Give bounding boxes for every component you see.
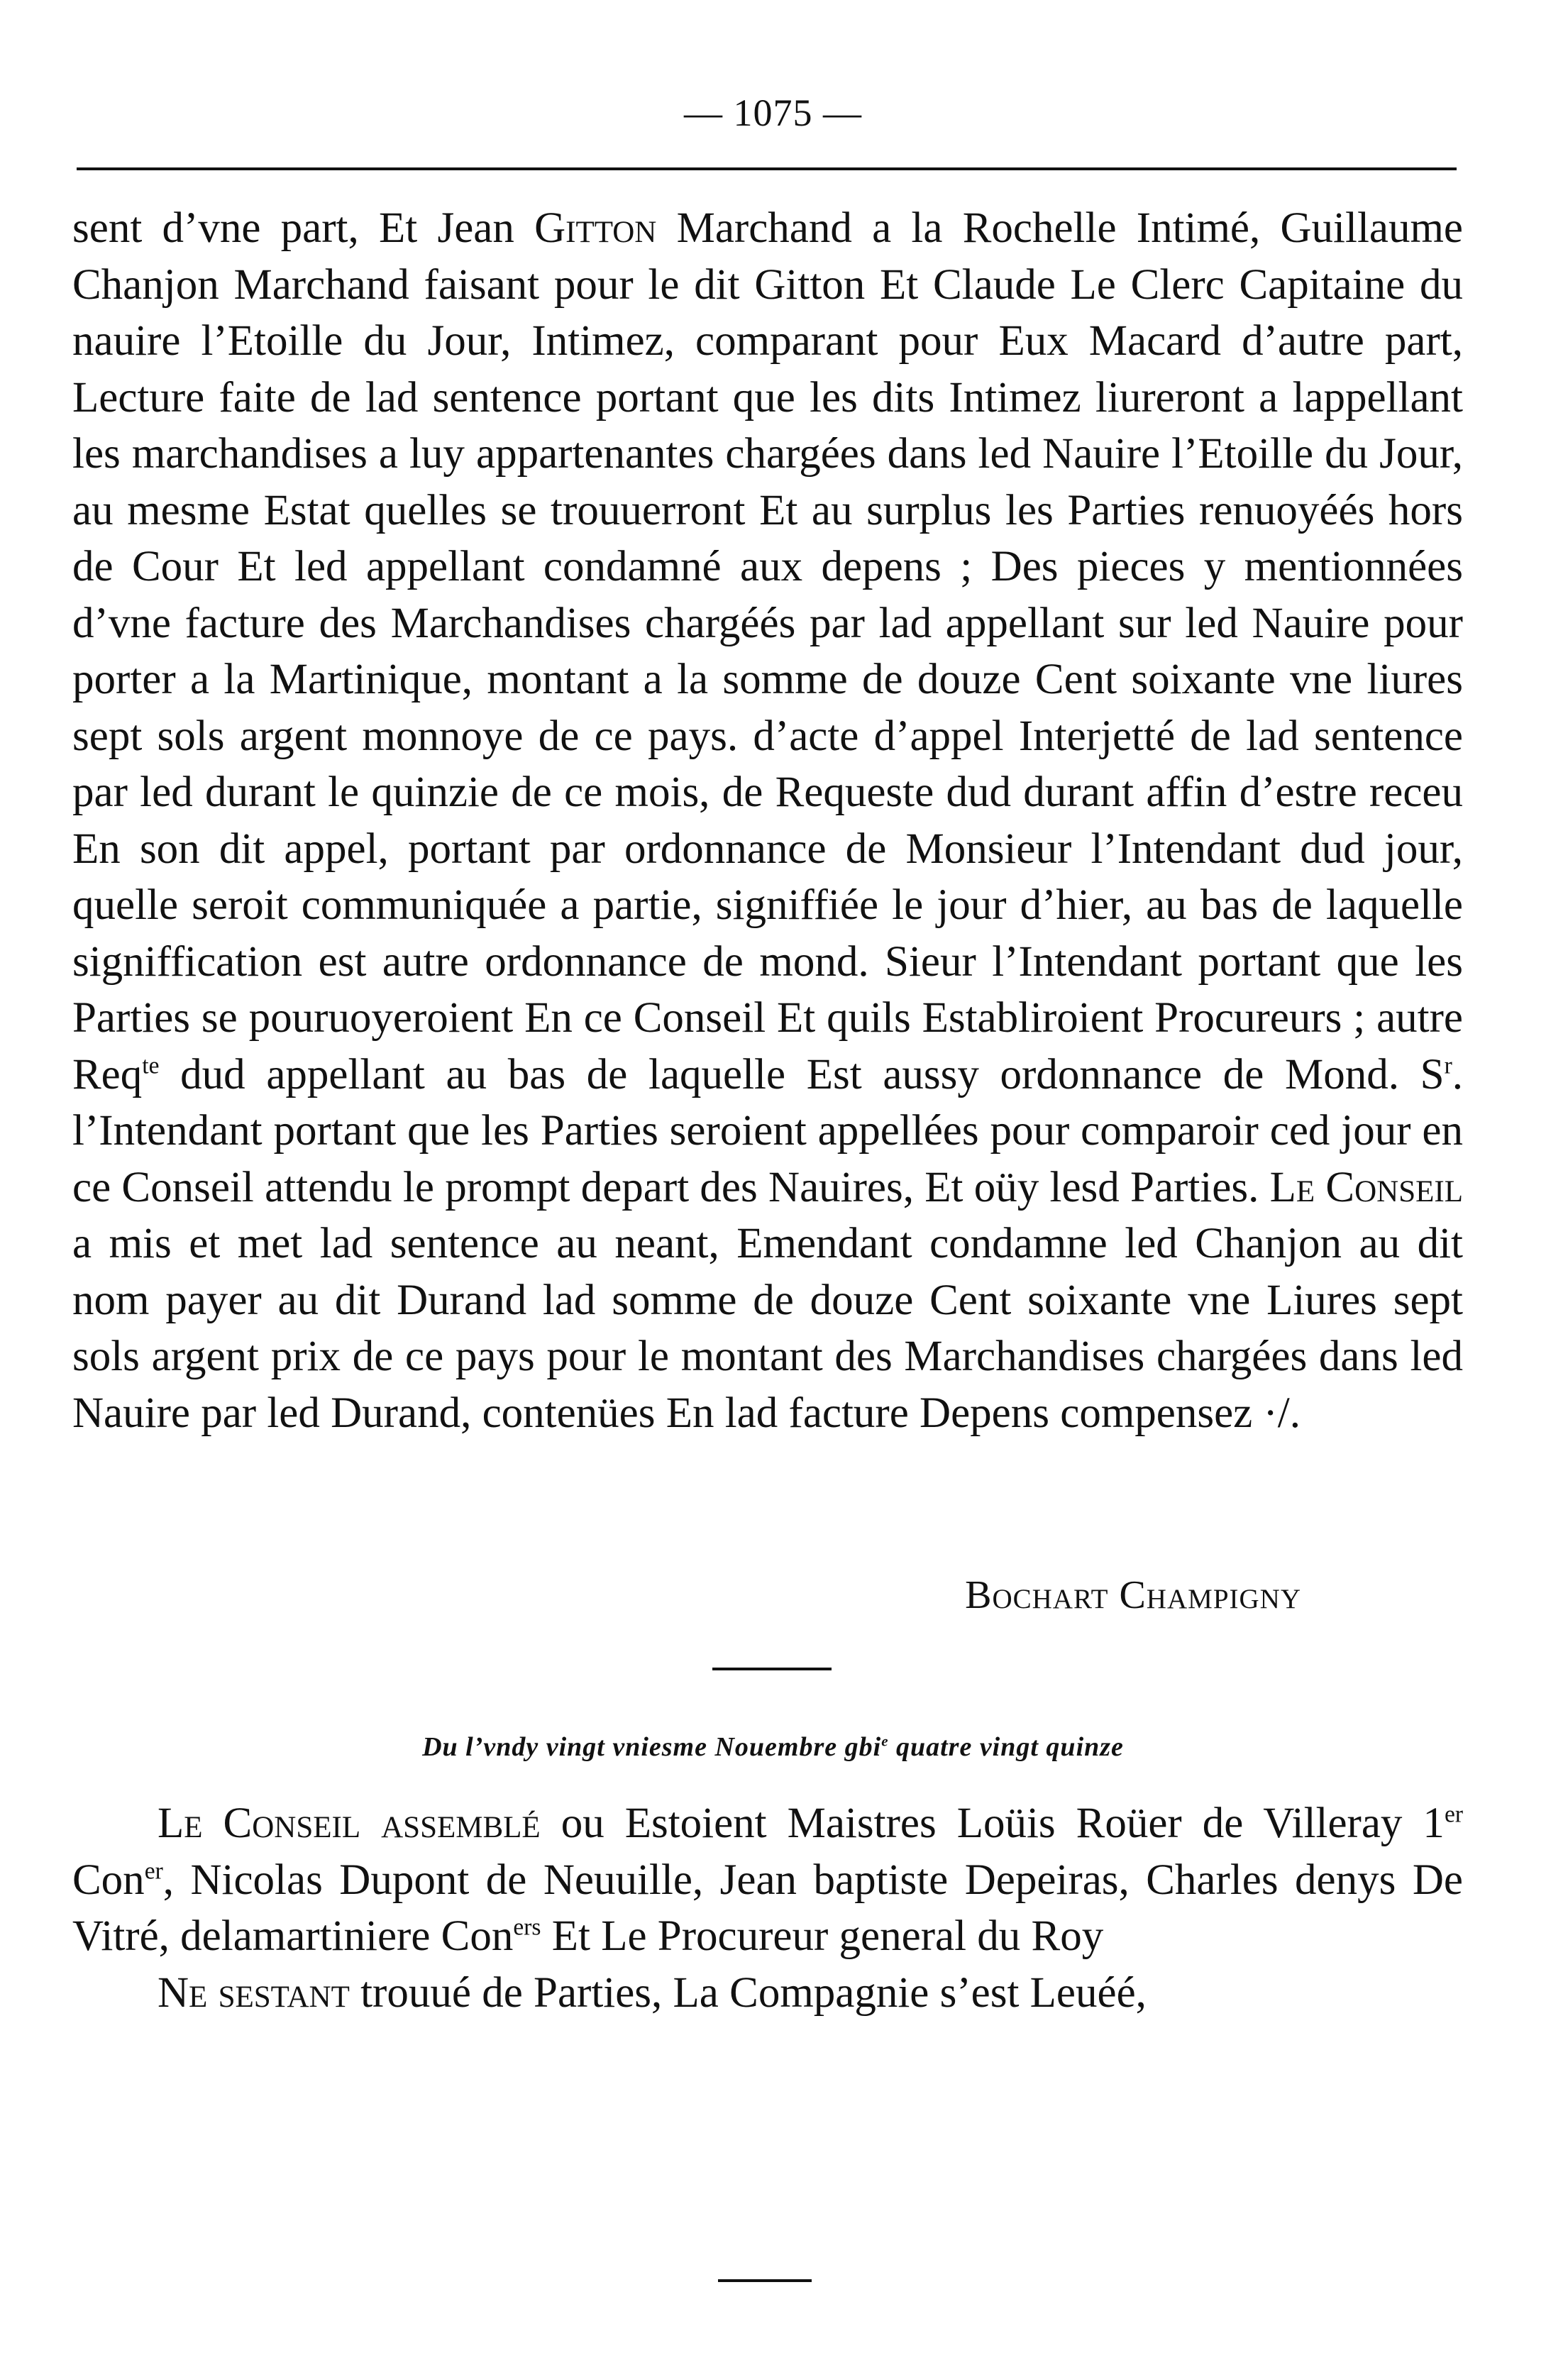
judgment-part-2: Marchand a la Rochelle Intimé, Guillaume Chanjon Marchand faisant pour le dit Gitton Et Claude Le Clerc Capitaine du nauire l’Etoille du Jour, Intimez, comparant pour Eux Macard d’autre part, Lecture faite de lad sentence portant que les dits Intimez liureront a lappellant les marchandises a luy appartenantes chargées dans led Nauire l’Etoille du Jour, au mesme Estat quelles se trouuerront Et au surplus les Parties renuoyéés hors de Cour Et led appellant condamné aux depens ; Des pieces y mentionnées d’vne facture des Marchandises chargéés par lad appellant sur led Nauire pour porter a la Martinique, montant a la somme de douze Cent soixante vne liures sept sols argent monnoye de ce pays. d’acte d’appel Interjetté de lad sentence par led durant le quinzie de ce mois, de Requeste dud durant affin d’estre receu En son dit appel, portant par ordonnance de Monsieur l’Intendant dud jour, quelle seroit communiquée a partie, signiffiée le jour d’hier, au bas de laquelle signiffication est autre ordonnance de mond. Sieur l’Intendant portant que les Parties se pouruoyeroient En ce Conseil Et quils Establiroient Procureurs ; autre Req xyxy=(72,204,1463,1098)
session-p1-b: Con xyxy=(72,1856,145,1904)
session-p2-text: trouué de Parties, La Compagnie s’est Leuéé, xyxy=(349,1968,1147,2017)
sup-conseillers: ers xyxy=(513,1914,541,1941)
session-dateline xyxy=(0,1731,1546,1763)
dateline-superscript: e xyxy=(881,1732,889,1750)
signature: Bochart Champigny xyxy=(965,1573,1301,1617)
judgment-part-5: a mis et met lad sentence au neant, Emendant condamne led Chanjon au dit nom payer au dit Durand lad somme de douze Cent soixante vne Liures sept sols argent prix de ce pays pour le montant des Marchandises chargées dans led Nauire par led Durand, contenües En lad facture Depens compensez ·/. xyxy=(72,1220,1463,1437)
judgment-part-1: sent d’vne part, Et Jean xyxy=(72,204,535,252)
dateline-end: quatre vingt quinze xyxy=(888,1732,1124,1762)
session-p1-a: ou Estoient Maistres Loüis Roüer de Villeray 1 xyxy=(540,1800,1445,1847)
le-conseil-heading: Le Conseil xyxy=(1269,1163,1463,1211)
sup-conseiller: er xyxy=(144,1858,163,1885)
session-paragraph-2 xyxy=(72,1965,1463,2022)
judgment-part-4: . l’Intendant portant que les Parties seroient appellées pour comparoir ced jour en ce Conseil attendu le prompt depart des Nauires, Et oüy lesd Parties. xyxy=(72,1050,1463,1211)
req-superscript: te xyxy=(142,1052,160,1079)
session-p1-c: , Nicolas Dupont de Neuuille, Jean baptiste Depeiras, Charles denys De Vitré, delamartiniere Con xyxy=(72,1856,1463,1960)
conseil-assemble-lead: Le Conseil assemblé xyxy=(158,1800,541,1847)
section-divider xyxy=(712,1668,832,1670)
sieur-superscript: r xyxy=(1444,1052,1452,1079)
sup-premier: er xyxy=(1444,1801,1463,1828)
session-text xyxy=(72,1795,1463,2021)
judgment-text xyxy=(72,200,1463,1441)
ne-sestant-lead: Ne sestant xyxy=(158,1968,350,2017)
end-divider xyxy=(718,2279,812,2282)
page-number: — 1075 — xyxy=(684,92,862,134)
session-paragraph-1 xyxy=(72,1795,1463,1965)
dateline-text: Du l’vndy vingt vniesme Nouembre gbi xyxy=(422,1732,882,1762)
name-gitton: Gitton xyxy=(534,204,657,252)
session-p1-d: Et Le Procureur general du Roy xyxy=(541,1912,1104,1960)
header-rule xyxy=(77,167,1457,170)
judgment-part-3: dud appellant au bas de laquelle Est aussy ordonnance de Mond. S xyxy=(159,1050,1445,1098)
